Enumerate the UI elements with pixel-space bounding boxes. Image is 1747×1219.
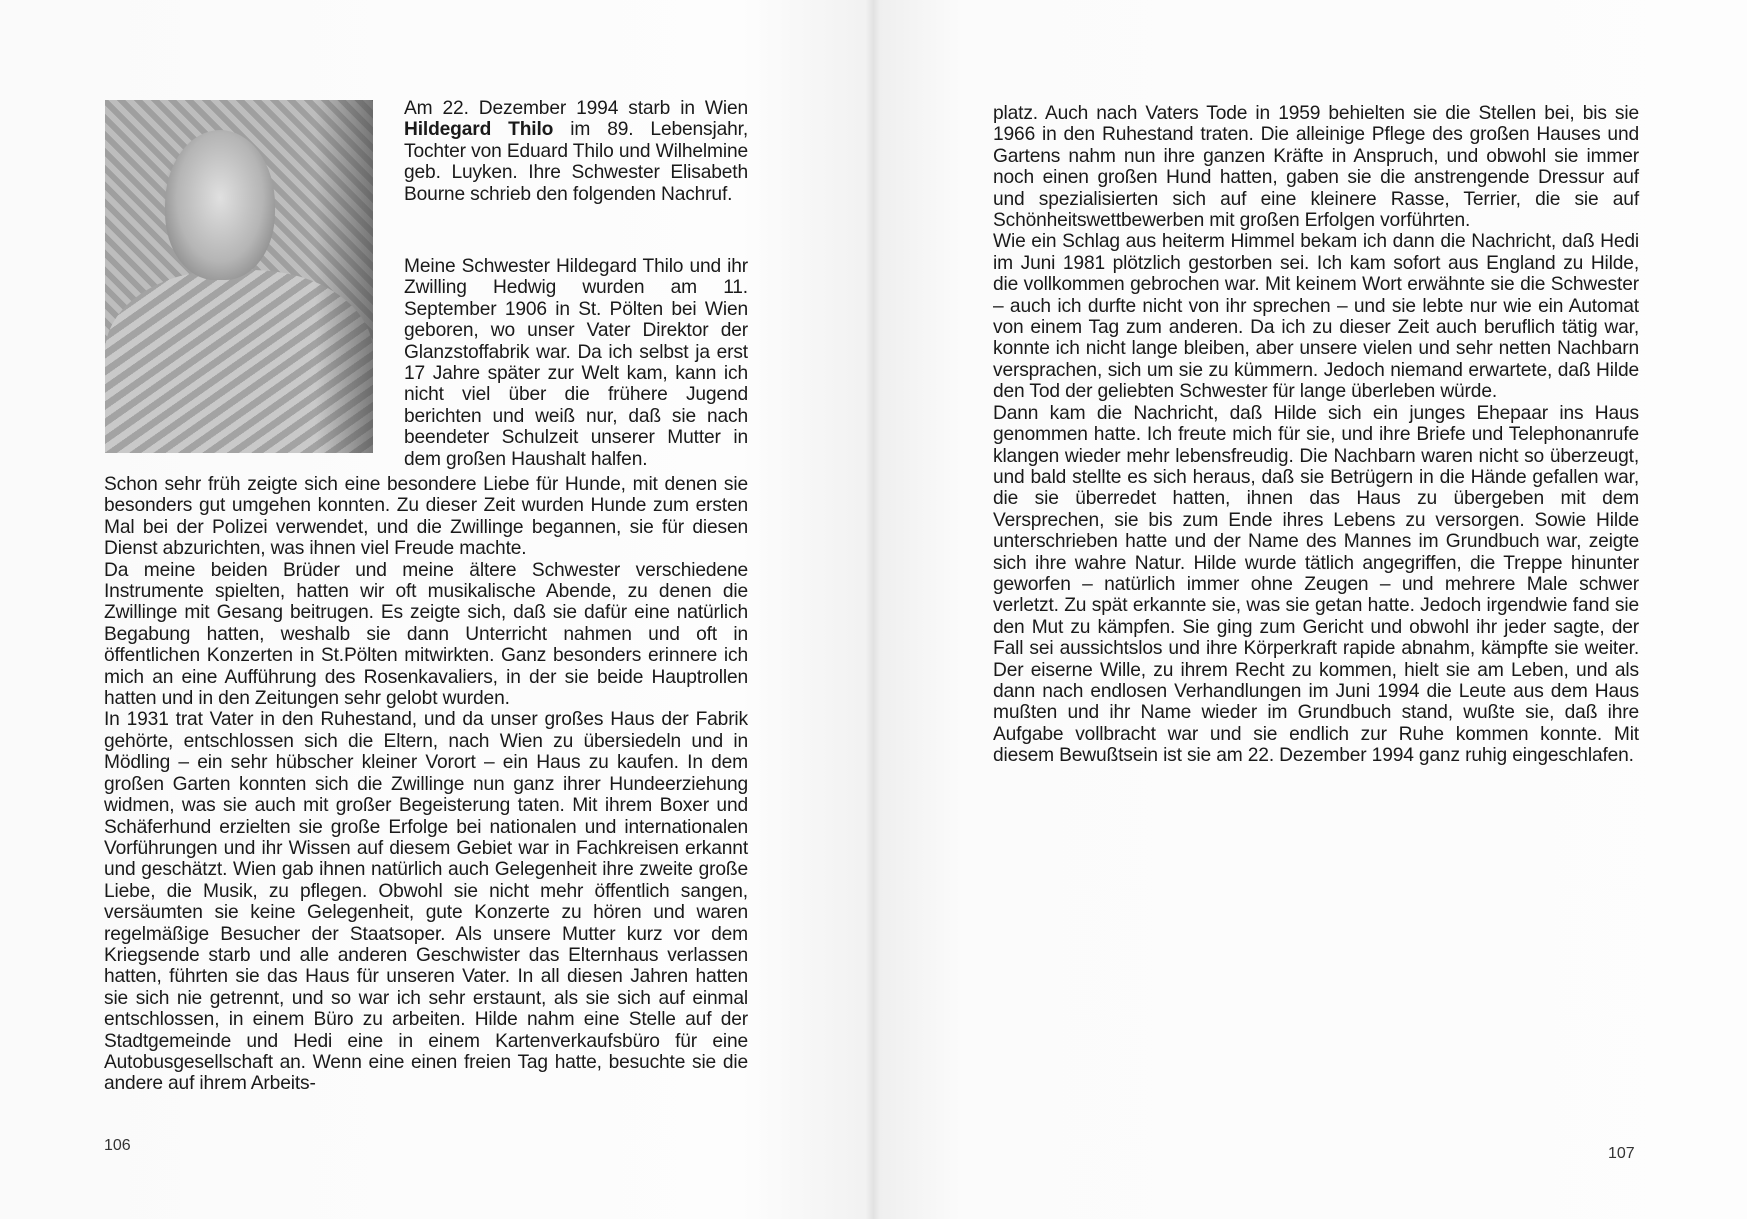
- left-body-text: [104, 474, 748, 1095]
- left-page: [0, 0, 873, 1219]
- paragraph-start: Meine Schwester Hildegard Thilo und ihr Zwilling Hedwig wurden am 11. September 1906 in St. Pölten bei Wien geboren, wo unser Vater Direktor der Glanzstoffabrik war. Da ich selbst ja erst 17 Jahre später zur Welt kam, kann ich nicht viel über die frühere Jugend berichten und weiß nur, daß sie nach beendeter Schulzeit unserer Mutter in dem großen Haushalt halfen.: [404, 256, 748, 470]
- deceased-name: Hildegard Thilo: [404, 119, 554, 141]
- paragraph: Da meine beiden Brüder und meine ältere Schwester verschiedene Instrumente spielten, hatten wir oft musikalische Abende, zu denen die Zwillinge mit Gesang beitrugen. Es zeigte sich, daß sie dafür eine natürlich Begabung hatten, weshalb sie dann Unterricht nahmen und oft in öffentlichen Konzerten in St.Pölten mitwirkten. Ganz besonders erinnere ich mich an eine Aufführung des Rosenkavaliers, in der sie beide Hauptrollen hatten und in den Zeitungen sehr gelobt wurden.: [104, 559, 748, 710]
- paragraph: In 1931 trat Vater in den Ruhestand, und da unser großes Haus der Fabrik gehörte, entschlossen sich die Eltern, nach Wien zu übersiedeln und in Mödling – ein sehr hübscher kleiner Vorort – ein Haus zu kaufen. In dem großen Garten konnten sich die Zwillinge nun ganz ihrer Hundeerziehung widmen, was sie auch mit großer Begeisterung taten. Mit ihrem Boxer und Schäferhund erzielten sie große Erfolge bei nationalen und internationalen Vorführungen und ihr Wissen auf diesem Gebiet war in Fachkreisen erkannt und geschätzt. Wien gab ihnen natürlich auch Gelegenheit ihre zweite große Liebe, die Musik, zu pflegen. Obwohl sie nicht mehr öffentlich sangen, versäumten sie keine Gelegenheit, gute Konzerte zu hören und waren regelmäßige Besucher der Staatsoper. Als unsere Mutter kurz vor dem Kriegsende starb und alle anderen Geschwister das Elternhaus verlassen hatten, führten sie das Haus für unseren Vater. In all diesen Jahren hatten sie sich nie getrennt, und so war ich sehr erstaunt, als sie sich auf einmal entschlossen, in einem Büro zu arbeiten. Hilde nahm eine Stelle auf der Stadtgemeinde und Hedi eine in einem Kartenverkaufsbüro für eine Autobusgesellschaft an. Wenn eine einen freien Tag hatte, besuchte sie die andere auf ihrem Arbeits-: [104, 709, 748, 1095]
- portrait-shadow: [315, 100, 373, 453]
- paragraph: Wie ein Schlag aus heiterm Himmel bekam ich dann die Nachricht, daß Hedi im Juni 1981 plötzlich gestorben sei. Ich kam sofort aus England zu Hilde, die vollkommen gebrochen war. Mit keinem Wort erwähnte sie die Schwester – auch ich durfte nicht von ihr sprechen – und sie lebte nur wie ein Automat von einem Tag zum anderen. Da ich zu dieser Zeit auch beruflich tätig war, konnte ich nicht lange bleiben, aber unsere vielen und sehr netten Nachbarn versprachen, sich um sie zu kümmern. Jedoch niemand erwartete, daß Hilde den Tod der geliebten Schwester für lange überleben würde.: [993, 231, 1639, 403]
- portrait-face: [165, 130, 275, 280]
- intro-paragraph: [404, 98, 748, 205]
- intro-line1: Am 22. Dezember 1994 starb in Wien: [404, 98, 748, 119]
- first-paragraph: [404, 256, 748, 470]
- paragraph: Schon sehr früh zeigte sich eine besondere Liebe für Hunde, mit denen sie besonders gut umgehen konnten. Zu dieser Zeit wurden Hunde zum ersten Mal bei der Polizei verwendet, und die Zwillinge begannen, sie für diesen Dienst abzurichten, was ihnen viel Freude machte.: [104, 474, 748, 560]
- paragraph: Dann kam die Nachricht, daß Hilde sich ein junges Ehepaar ins Haus genommen hatte. Ich freute mich für sie, und ihre Briefe und Telephonanrufe klangen wieder mehr lebensfreudig. Die Nachbarn waren nicht so überzeugt, und bald stellte es sich heraus, daß sie Betrügern in die Hände gefallen war, die sie überredet hatten, ihnen das Haus zu übergeben mit dem Versprechen, sie bis zum Ende ihres Lebens zu versorgen. Sowie Hilde unterschrieben hatte und der Name des Mannes im Grundbuch war, zeigte sich ihre wahre Natur. Hilde wurde tätlich angegriffen, die Treppe hinunter geworfen – natürlich immer ohne Zeugen – und mehrere Male schwer verletzt. Zu spät erkannte sie, was sie getan hatte. Jedoch irgendwie fand sie den Mut zu kämpfen. Sie ging zum Gericht und obwohl ihr jeder sagte, der Fall sei aussichtslos und ihre Körperkraft rapide abnahm, kämpfte sie weiter. Der eiserne Wille, zu ihrem Recht zu kommen, hielt sie am Leben, und als dann nach endlosen Verhandlungen im Juni 1994 die Leute aus dem Haus mußten und ihr Name wieder im Grundbuch stand, wußte sie, daß ihre Aufgabe vollbracht war und sie endlich zur Ruhe kommen konnte. Mit diesem Bewußtsein ist sie am 22. Dezember 1994 ganz ruhig eingeschlafen.: [993, 402, 1639, 767]
- book-gutter: [866, 0, 880, 1219]
- page-number-left: 106: [104, 1137, 131, 1154]
- paragraph: platz. Auch nach Vaters Tode in 1959 behielten sie die Stellen bei, bis sie 1966 in den Ruhestand traten. Die alleinige Pflege des großen Hauses und Gartens nahm nun ihre ganzen Kräfte in Anspruch, und obwohl sie immer noch einen großen Hund hatten, gaben sie die anstrengende Dressur auf und spezialisierten sich auf eine kleinere Rasse, Terrier, die sie auf Schönheitswettbewerben mit großen Erfolgen vorführten.: [993, 103, 1639, 232]
- page-number-right: 107: [1608, 1145, 1635, 1162]
- right-body-text: [993, 103, 1639, 767]
- portrait-photo: [105, 100, 373, 453]
- intro-rest: im 89. Lebensjahr, Tochter von Eduard Thilo und Wilhelmine geb. Luyken. Ihre Schwester Elisabeth Bourne schrieb den folgenden Nachruf.: [404, 119, 748, 205]
